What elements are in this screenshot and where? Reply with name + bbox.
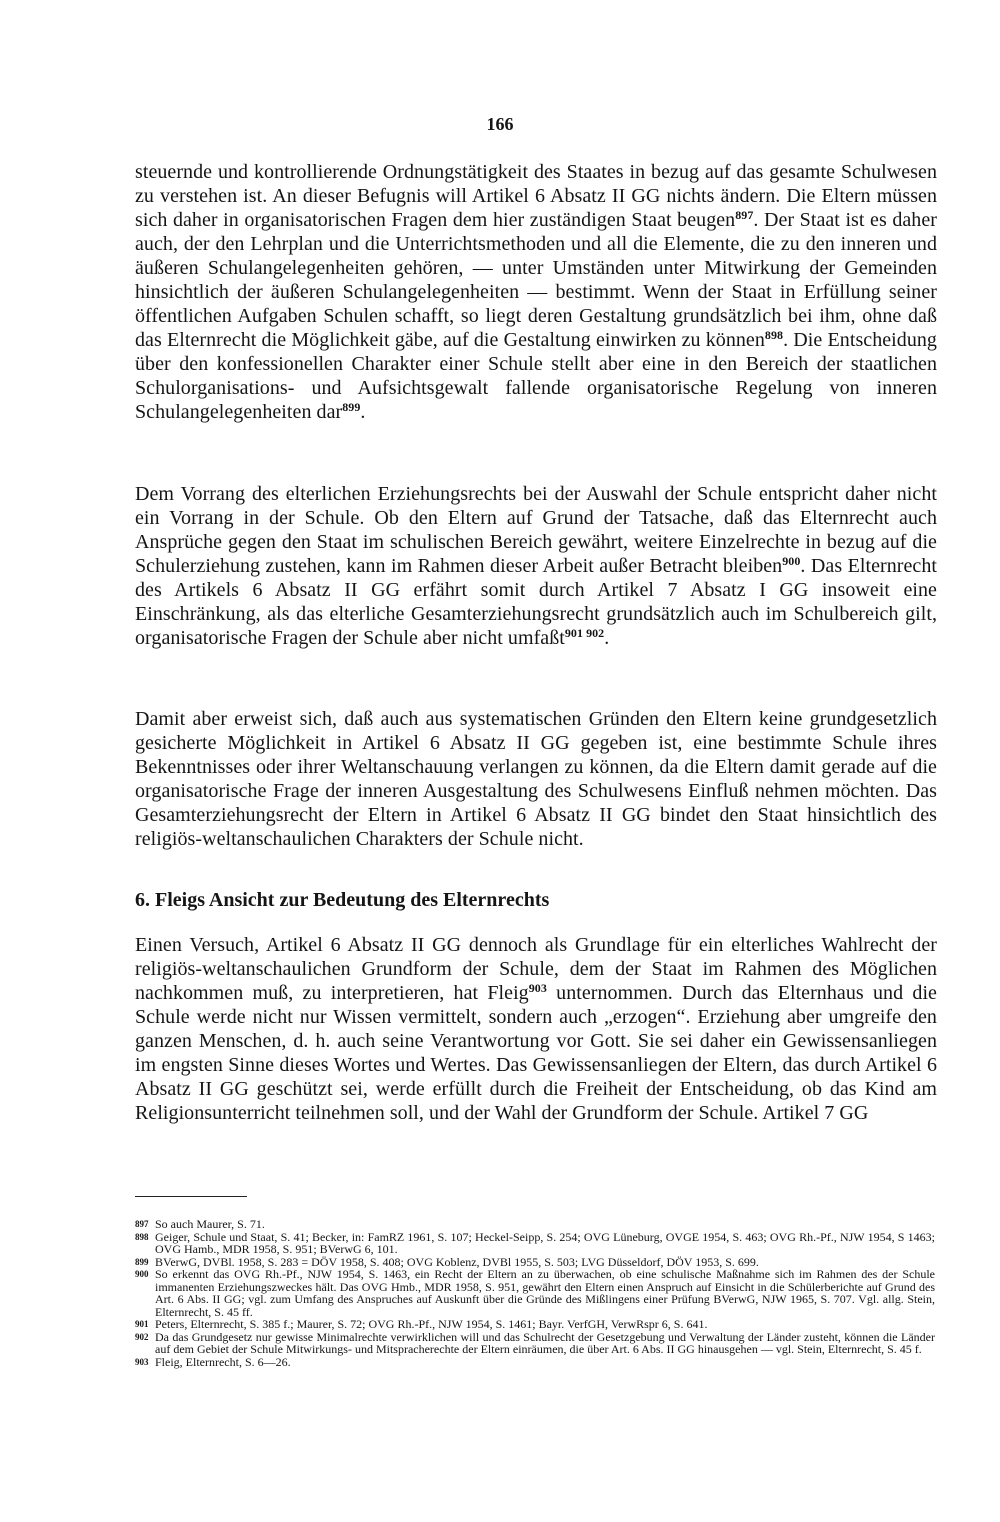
footnote-ref-899[interactable]: 899: [342, 400, 361, 414]
footnote-divider: [135, 1196, 247, 1197]
footnote-902: [135, 1331, 935, 1356]
footnote-901: [135, 1318, 935, 1331]
paragraph-text: Dem Vorrang des elterlichen Erziehungsrechts bei der Auswahl der Schule entspricht daher nicht ein Vorrang in der Schule. Ob den Eltern auf Grund der Tatsache, daß das Elternrecht auch Ansprüche gegen den Staat im schulischen Bereich gewährt, weitere Einzelrechte in bezug auf die Schulerziehung zustehen, kann im Rahmen dieser Arbeit außer Betracht bleiben: [135, 483, 937, 577]
paragraph-text: unternommen. Durch das Elternhaus und die Schule werde nicht nur Wissen vermittelt, sondern auch „erzogen“. Erziehung aber umgreife den ganzen Menschen, d. h. auch seine Verantwortung vor Gott. Sie sei daher ein Gewissensanliegen im engsten Sinne dieses Wortes und Wertes. Das Gewissensanliegen der Eltern, das durch Artikel 6 Absatz II GG geschützt sei, werde erfüllt durch die Freiheit der Entscheidung, ob das Kind am Religionsunterricht teilnehmen soll, und der Wahl der Grundform der Schule. Artikel 7 GG: [135, 982, 937, 1124]
footnote-text: Peters, Elternrecht, S. 385 f.; Maurer, S. 72; OVG Rh.-Pf., NJW 1954, S. 1461; Bayr. VerfGH, VerwRspr 6, S. 641.: [155, 1317, 708, 1331]
footnote-marker: 900: [135, 1269, 149, 1279]
paragraph-1: [135, 160, 937, 424]
paragraph-text: .: [604, 627, 610, 649]
footnote-text: Da das Grundgesetz nur gewisse Minimalrechte verwirklichen will und das Schulrecht der Gesetzgebung und Verwaltung der Länder zusteht, können die Länder auf dem Gebiet der Schule Mitwirkungs- und Mitspracherechte der Eltern einräumen, die über Art. 6 Abs. II GG hinausgehen — vgl. Stein, Elternrecht, S. 45 f.: [155, 1329, 935, 1356]
footnote-marker: 899: [135, 1256, 149, 1267]
footnote-900: [135, 1268, 935, 1318]
footnote-marker: 898: [135, 1231, 149, 1242]
footnote-ref-900[interactable]: 900: [782, 554, 801, 568]
footnote-897: [135, 1218, 935, 1231]
footnotes: [135, 1218, 935, 1368]
paragraph-2: [135, 482, 937, 650]
footnote-marker: 903: [135, 1356, 149, 1367]
footnote-marker: 901: [135, 1319, 149, 1329]
section-heading: 6. Fleigs Ansicht zur Bedeutung des Elternrechts: [135, 889, 550, 911]
paragraph-text: Einen Versuch, Artikel 6 Absatz II GG dennoch als Grundlage für ein elterliches Wahlrecht der religiös-weltanschaulichen Grundform der Schule, dem der Staat im Rahmen des Möglichen nachkommen muß, zu interpretieren, hat Fleig: [135, 934, 937, 1004]
footnote-ref-901-902[interactable]: 901 902: [564, 626, 605, 640]
paragraph-text: . Die Entscheidung über den konfessionellen Charakter einer Schule stellt aber eine in den Bereich der staatlichen Schulorganisations- und Aufsichtsgewalt fallende organisatorische Regelung von inneren Schulangelegenheiten dar: [135, 329, 937, 423]
footnote-marker: 902: [135, 1331, 149, 1342]
paragraph-5: [135, 933, 937, 1125]
footnote-text: Geiger, Schule und Staat, S. 41; Becker, in: FamRZ 1961, S. 107; Heckel-Seipp, S. 254; OVG Lüneburg, OVGE 1954, S. 463; OVG Rh.-Pf., NJW 1954, S 1463; OVG Hamb., MDR 1958, S. 951; BVerwG 6, 101.: [155, 1229, 935, 1256]
footnote-text: Fleig, Elternrecht, S. 6—26.: [155, 1354, 291, 1369]
footnote-ref-903[interactable]: 903: [528, 981, 547, 995]
footnote-ref-897[interactable]: 897: [735, 208, 754, 222]
footnote-ref-898[interactable]: 898: [764, 328, 784, 342]
footnote-898: [135, 1231, 935, 1256]
page-number: 166: [486, 114, 514, 134]
paragraph-3: Damit aber erweist sich, daß auch aus systematischen Gründen den Eltern keine grundgesetzlich gesicherte Möglichkeit in Artikel 6 Absatz II GG gegeben ist, eine bestimmte Schule ihres Bekenntnisses oder ihrer Weltanschauung verlangen zu können, da die Eltern damit gerade auf die organisatorische Frage der inneren Ausgestaltung des Schulwesens Einfluß nehmen möchten. Das Gesamterziehungsrecht der Eltern in Artikel 6 Absatz II GG bindet den Staat hinsichtlich des religiös-weltanschaulichen Charakters der Schule nicht.: [135, 708, 937, 850]
paragraph-text: . Der Staat ist es daher auch, der den Lehrplan und die Unterrichtsmethoden und all die Elemente, die zu den inneren und äußeren Schulangelegenheiten gehören, — unter Umständen unter Mitwirkung der Gemeinden hinsichtlich der äußeren Schulangelegenheiten — bestimmt. Wenn der Staat in Erfüllung seiner öffentlichen Aufgaben Schulen schafft, so liegt deren Gestaltung grundsätzlich bei ihm, ohne daß das Elternrecht die Möglichkeit gäbe, auf die Gestaltung einwirken zu können: [135, 209, 937, 351]
footnote-903: [135, 1356, 935, 1369]
footnote-text: BVerwG, DVBl. 1958, S. 283 = DÖV 1958, S. 408; OVG Koblenz, DVBl 1955, S. 503; LVG Düsseldorf, DÖV 1953, S. 699.: [155, 1254, 759, 1269]
footnote-marker: 897: [135, 1219, 149, 1229]
paragraph-text: . Das Elternrecht des Artikels 6 Absatz II GG erfährt somit durch Artikel 7 Absatz I GG insoweit eine Einschränkung, als das elterliche Gesamterziehungsrecht grundsätzlich auch im Schulbereich gilt, organisatorische Fragen der Schule aber nicht umfaßt: [135, 555, 937, 649]
footnote-text: So auch Maurer, S. 71.: [155, 1217, 265, 1231]
paragraph-text: .: [360, 401, 366, 423]
paragraph-text: steuernde und kontrollierende Ordnungstätigkeit des Staates in bezug auf das gesamte Schulwesen zu verstehen ist. An dieser Befugnis will Artikel 6 Absatz II GG nichts ändern. Die Eltern müssen sich daher in organisatorischen Fragen dem hier zuständigen Staat beugen: [135, 161, 937, 231]
footnote-text: So erkennt das OVG Rh.-Pf., NJW 1954, S. 1463, ein Recht der Eltern an zu überwachen, ob eine schulische Maßnahme sich im Rahmen des der Schule immanenten Erziehungszweckes hält. Das OVG Hmb., MDR 1958, S. 951, gewährt den Eltern einen Anspruch auf Einsicht in die Schülerberichte auf Grund des Art. 6 Abs. II GG; vgl. zum Umfang des Anspruches auf Auskunft über die Gründe des Mißlingens einer Prüfung BVerwG, NJW 1965, S. 707. Vgl. allg. Stein, Elternrecht, S. 45 ff.: [155, 1267, 935, 1319]
